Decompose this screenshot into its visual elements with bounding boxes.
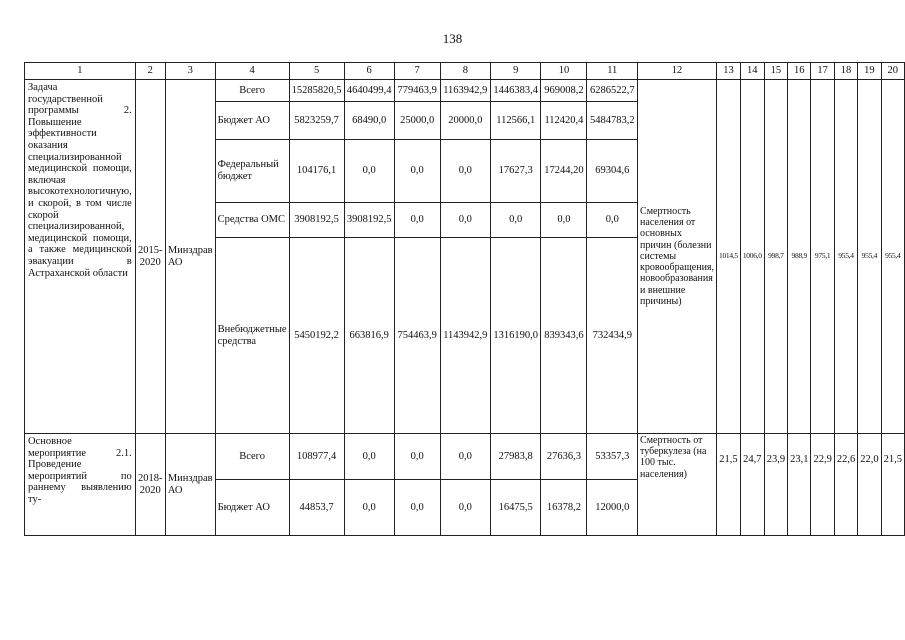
- value-cell: 112566,1: [491, 102, 541, 140]
- value-cell: 112420,4: [541, 102, 587, 140]
- value-cell: 839343,6: [541, 238, 587, 434]
- value-cell: 663816,9: [344, 238, 394, 434]
- value-cell: 5823259,7: [289, 102, 344, 140]
- col-header: 17: [811, 63, 834, 80]
- value-cell: 0,0: [394, 434, 440, 480]
- executor-cell: Минздрав АО: [165, 434, 215, 536]
- value-cell: 44853,7: [289, 480, 344, 536]
- value-cell: 0,0: [587, 203, 638, 238]
- source-cell: Всего: [215, 434, 289, 480]
- executor-cell: Минздрав АО: [165, 80, 215, 434]
- value-cell: 0,0: [344, 434, 394, 480]
- target-cell: 1006,0: [740, 80, 764, 434]
- value-cell: 0,0: [440, 203, 490, 238]
- table-row: [25, 80, 905, 102]
- value-cell: 104176,1: [289, 140, 344, 203]
- period-cell: 2015-2020: [135, 80, 165, 434]
- value-cell: 0,0: [344, 480, 394, 536]
- value-cell: 20000,0: [440, 102, 490, 140]
- program-table: [24, 62, 905, 536]
- value-cell: 3908192,5: [344, 203, 394, 238]
- col-header: 15: [764, 63, 787, 80]
- value-cell: 27983,8: [491, 434, 541, 480]
- indicator-cell: Смертность населения от основных причин (болезни системы кровообращения, новообразования и внешние причины): [638, 80, 717, 434]
- target-cell: 22,6: [834, 434, 857, 536]
- value-cell: 1163942,9: [440, 80, 490, 102]
- value-cell: 754463,9: [394, 238, 440, 434]
- value-cell: 12000,0: [587, 480, 638, 536]
- target-cell: 22,9: [811, 434, 834, 536]
- value-cell: 27636,3: [541, 434, 587, 480]
- value-cell: 69304,6: [587, 140, 638, 203]
- col-header: 11: [587, 63, 638, 80]
- value-cell: 1446383,4: [491, 80, 541, 102]
- source-cell: Федеральный бюджет: [215, 140, 289, 203]
- table-row: [25, 434, 905, 480]
- col-header: 8: [440, 63, 490, 80]
- value-cell: 53357,3: [587, 434, 638, 480]
- value-cell: 15285820,5: [289, 80, 344, 102]
- target-cell: 955,4: [881, 80, 904, 434]
- value-cell: 3908192,5: [289, 203, 344, 238]
- col-header: 2: [135, 63, 165, 80]
- source-cell: Всего: [215, 80, 289, 102]
- col-header: 13: [717, 63, 741, 80]
- value-cell: 16475,5: [491, 480, 541, 536]
- value-cell: 68490,0: [344, 102, 394, 140]
- col-header: 4: [215, 63, 289, 80]
- value-cell: 969008,2: [541, 80, 587, 102]
- page-number: 138: [442, 31, 463, 46]
- task-description: Задача государственной программы 2. Повышение эффективности оказания специализированной медицинской помощи, включая высокотехнологичную, и скорой, в том числе скорой специализированной, медицинской помощи, а также медицинской эвакуации в Астраханской области: [25, 80, 136, 434]
- value-cell: 0,0: [541, 203, 587, 238]
- value-cell: 25000,0: [394, 102, 440, 140]
- col-header: 6: [344, 63, 394, 80]
- col-header: 20: [881, 63, 904, 80]
- target-cell: 21,5: [881, 434, 904, 536]
- value-cell: 0,0: [440, 480, 490, 536]
- target-cell: 998,7: [764, 80, 787, 434]
- value-cell: 5450192,2: [289, 238, 344, 434]
- col-header: 5: [289, 63, 344, 80]
- value-cell: 1316190,0: [491, 238, 541, 434]
- target-cell: 21,5: [717, 434, 741, 536]
- col-header: 9: [491, 63, 541, 80]
- col-header: 1: [25, 63, 136, 80]
- value-cell: 16378,2: [541, 480, 587, 536]
- target-cell: 24,7: [740, 434, 764, 536]
- target-cell: 22,0: [858, 434, 881, 536]
- target-cell: 23,1: [788, 434, 811, 536]
- source-cell: Бюджет АО: [215, 480, 289, 536]
- value-cell: 0,0: [440, 140, 490, 203]
- value-cell: 0,0: [491, 203, 541, 238]
- value-cell: 17627,3: [491, 140, 541, 203]
- value-cell: 0,0: [394, 203, 440, 238]
- col-header: 16: [788, 63, 811, 80]
- value-cell: 6286522,7: [587, 80, 638, 102]
- value-cell: 17244,20: [541, 140, 587, 203]
- col-header: 10: [541, 63, 587, 80]
- col-header: 18: [834, 63, 857, 80]
- source-cell: Внебюджетные средства: [215, 238, 289, 434]
- col-header: 19: [858, 63, 881, 80]
- task-description: Основное мероприятие 2.1. Проведение мероприятий по раннему выявлению ту-: [25, 434, 136, 536]
- value-cell: 4640499,4: [344, 80, 394, 102]
- indicator-cell: Смертность от туберкулеза (на 100 тыс. населения): [638, 434, 717, 536]
- target-cell: 988,9: [788, 80, 811, 434]
- value-cell: 732434,9: [587, 238, 638, 434]
- header-row: [25, 63, 905, 80]
- value-cell: 0,0: [440, 434, 490, 480]
- value-cell: 5484783,2: [587, 102, 638, 140]
- value-cell: 0,0: [394, 140, 440, 203]
- value-cell: 0,0: [344, 140, 394, 203]
- source-cell: Бюджет АО: [215, 102, 289, 140]
- col-header: 3: [165, 63, 215, 80]
- period-cell: 2018-2020: [135, 434, 165, 536]
- target-cell: 955,4: [858, 80, 881, 434]
- target-cell: 23,9: [764, 434, 787, 536]
- value-cell: 0,0: [394, 480, 440, 536]
- col-header: 12: [638, 63, 717, 80]
- target-cell: 1014,5: [717, 80, 741, 434]
- target-cell: 955,4: [834, 80, 857, 434]
- source-cell: Средства ОМС: [215, 203, 289, 238]
- target-cell: 975,1: [811, 80, 834, 434]
- col-header: 14: [740, 63, 764, 80]
- col-header: 7: [394, 63, 440, 80]
- value-cell: 1143942,9: [440, 238, 490, 434]
- value-cell: 779463,9: [394, 80, 440, 102]
- value-cell: 108977,4: [289, 434, 344, 480]
